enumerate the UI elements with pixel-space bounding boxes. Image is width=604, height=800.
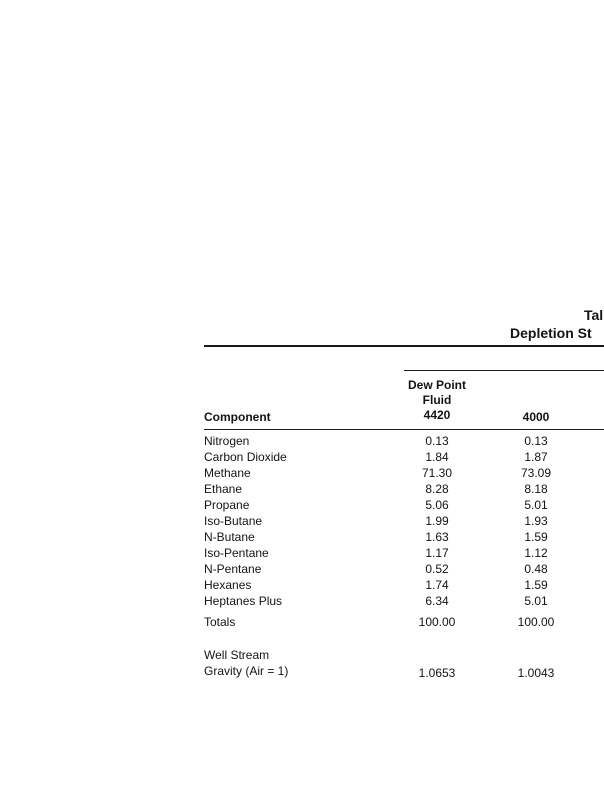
row-4000-value: 73.09 [520,466,552,480]
row-component: Carbon Dioxide [204,450,287,464]
gravity-dew-point-value: 1.0653 [418,666,456,680]
row-4000-value: 0.48 [524,562,548,576]
row-4000-value: 0.13 [524,434,548,448]
row-dew-point-value: 1.99 [425,514,449,528]
row-component: Iso-Butane [204,514,263,528]
row-4000-value: 1.93 [524,514,548,528]
row-component: Ethane [204,482,243,496]
table-row [204,465,604,481]
row-4000-value: 5.01 [524,594,548,608]
row-4000-value: 5.01 [524,498,548,512]
row-4000-value: 1.59 [524,578,548,592]
totals-row [204,614,604,630]
column-group-rule [404,370,604,371]
row-dew-point-value: 71.30 [421,466,453,480]
table-title-line1: Tal [584,307,604,323]
row-4000-value: 1.12 [524,546,548,560]
row-4000-value: 8.18 [524,482,548,496]
totals-4000-value: 100.00 [517,615,555,629]
row-dew-point-value: 1.17 [425,546,449,560]
header-component: Component [204,410,271,424]
table-row [204,497,604,513]
row-dew-point-value: 8.28 [425,482,449,496]
gravity-4000-value: 1.0043 [517,666,555,680]
row-4000-value: 1.87 [524,450,548,464]
row-component: Propane [204,498,250,512]
header-rule [204,429,604,430]
table-row [204,593,604,609]
row-component: N-Pentane [204,562,262,576]
row-4000-value: 1.59 [524,530,548,544]
header-pressure-4000: 4000 [522,410,550,424]
table-row [204,433,604,449]
row-component: Hexanes [204,578,252,592]
row-component: Methane [204,466,251,480]
row-dew-point-value: 1.63 [425,530,449,544]
row-component: Iso-Pentane [204,546,269,560]
row-dew-point-value: 0.13 [425,434,449,448]
header-dew-point-fluid [392,378,482,423]
gravity-label-line1: Well Stream [204,648,270,662]
table-row [204,577,604,593]
row-component: Heptanes Plus [204,594,283,608]
row-component: Nitrogen [204,434,250,448]
table-title-line2: Depletion St [510,325,592,341]
row-dew-point-value: 1.84 [425,450,449,464]
row-component: N-Butane [204,530,255,544]
totals-label: Totals [204,615,236,629]
header-dew-point-line2: Fluid [422,393,452,407]
row-dew-point-value: 6.34 [425,594,449,608]
header-pressure-4420: 4420 [423,408,451,422]
gravity-label-line2: Gravity (Air = 1) [204,664,289,678]
gravity-row [204,663,604,679]
table-row [204,513,604,529]
table-row [204,481,604,497]
row-dew-point-value: 5.06 [425,498,449,512]
row-dew-point-value: 0.52 [425,562,449,576]
table-row [204,529,604,545]
top-rule [204,345,604,347]
table-row [204,545,604,561]
row-dew-point-value: 1.74 [425,578,449,592]
table-row [204,561,604,577]
totals-dew-point-value: 100.00 [418,615,456,629]
table-row [204,449,604,465]
header-dew-point-line1: Dew Point [407,378,466,392]
